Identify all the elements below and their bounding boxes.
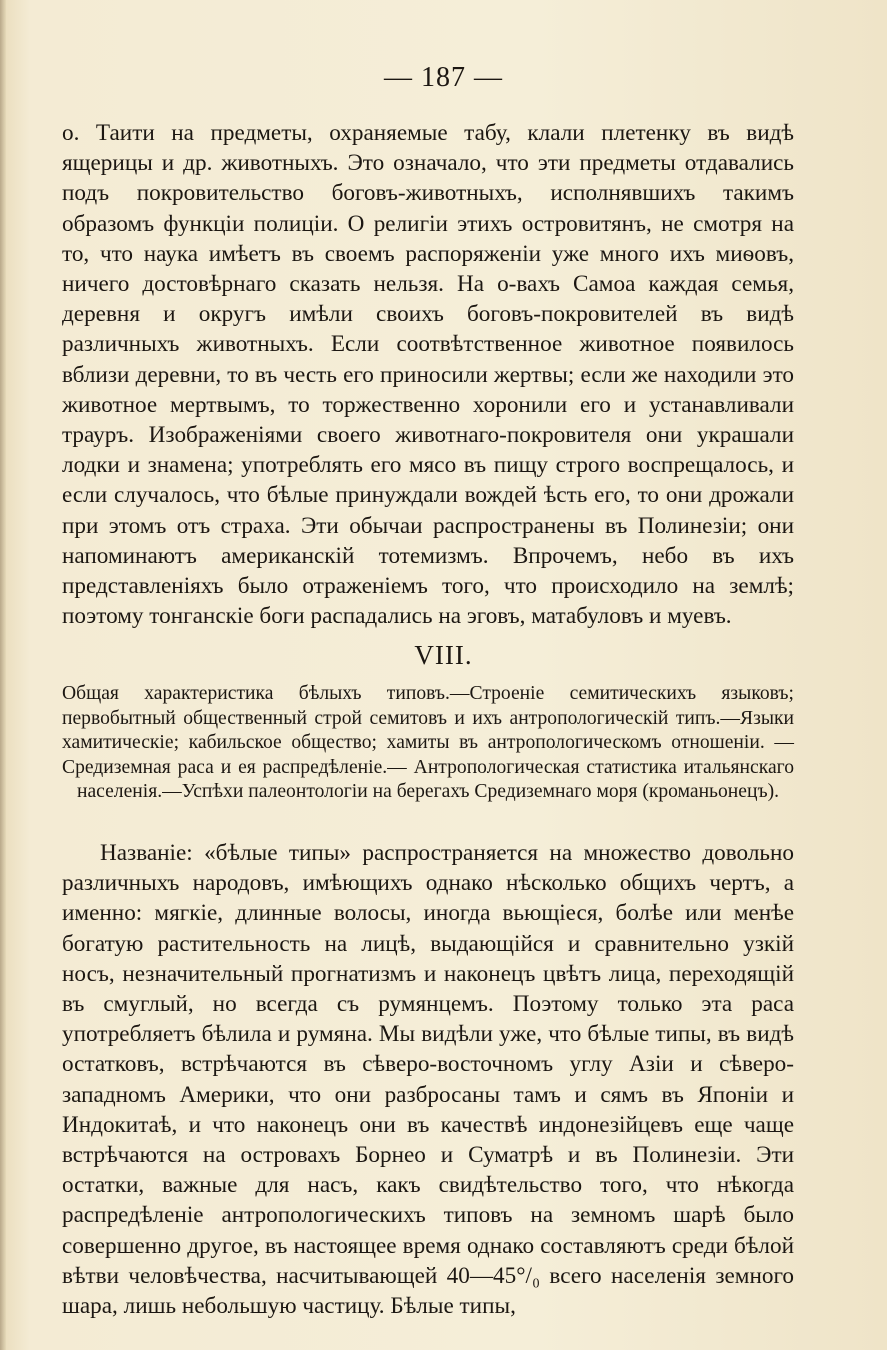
chapter-summary: Общая характеристика бѣлыхъ типовъ.—Строеніе семитическихъ языковъ; первобытный общественный строй семитовъ и ихъ антропологическій типъ.—Языки хамитическіе; кабильское общество; хамиты въ антропологическомъ отношеніи. — Средиземная раса и ея распредѣленіе.— Антропологическая статистика итальянскаго населенія.—Успѣхи палеонтологіи на берегахъ Средиземнаго моря (кроманьонецъ). [62,683,794,803]
page-number: — 187 — [384,62,503,93]
chapter-heading: VIII. [414,640,473,670]
page-edge-shadow [0,0,6,1350]
body-paragraph-1: о. Таити на предметы, охраняемые табу, клали плетенку въ видѣ ящерицы и др. животныхъ. Это означало, что эти предметы отдавались подъ покровительство боговъ-животныхъ, исполнявшихъ такимъ образомъ функціи полиціи. О религіи этихъ островитянъ, не смотря на то, что наука имѣетъ въ своемъ распоряженіи уже много ихъ миѳовъ, ничего достовѣрнаго сказать нельзя. На о-вахъ Самоа каждая семья, деревня и округъ имѣли своихъ боговъ-покровителей въ видѣ различныхъ животныхъ. Если соотвѣтственное животное появилось вблизи деревни, то въ честь его приносили жертвы; если же находили это животное мертвымъ, то торжественно хоронили его и устанавливали трауръ. Изображеніями своего животнаго-покровителя они украшали лодки и знамена; употреблять его мясо въ пищу строго воспрещалось, и если случалось, что бѣлые принуждали вождей ѣсть его, то они дрожали при этомъ отъ страха. Эти обычаи распространены въ Полинезіи; они напоминаютъ американскій тотемизмъ. Впрочемъ, небо въ ихъ представленіяхъ было отраженіемъ того, что происходило на землѣ; поэтому тонганскіе боги распадались на эговъ, матабуловъ и муевъ. [62,120,794,630]
body-paragraph-2: Названіе: «бѣлые типы» распространяется на множество довольно различныхъ народовъ, имѣющихъ однако нѣсколько общихъ чертъ, а именно: мягкіе, длинные волосы, иногда вьющіеся, болѣе или менѣе богатую растительность на лицѣ, выдающійся и сравнительно узкій носъ, незначительный прогнатизмъ и наконецъ цвѣтъ лица, переходящій въ смуглый, но всегда съ румянцемъ. Поэтому только эта раса употребляетъ бѣлила и румяна. Мы видѣли уже, что бѣлые типы, въ видѣ остатковъ, встрѣчаются въ сѣверо-восточномъ углу Азіи и сѣверо-западномъ Америки, что они разбросаны тамъ и сямъ въ Японіи и Индокитаѣ, и что наконецъ они въ качествѣ индонезійцевъ еще чаще встрѣчаются на островахъ Борнео и Суматрѣ и въ Полинезіи. Эти остатки, важные для насъ, какъ свидѣтельство того, что нѣкогда распредѣленіе антропологическихъ типовъ на земномъ шарѣ было совершенно другое, въ настоящее время однако составляютъ среди бѣлой вѣтви человѣчества, насчитывающей 40—45°/₀ всего населенія земного шара, лишь небольшую частицу. Бѣлые типы, [62,840,794,1320]
